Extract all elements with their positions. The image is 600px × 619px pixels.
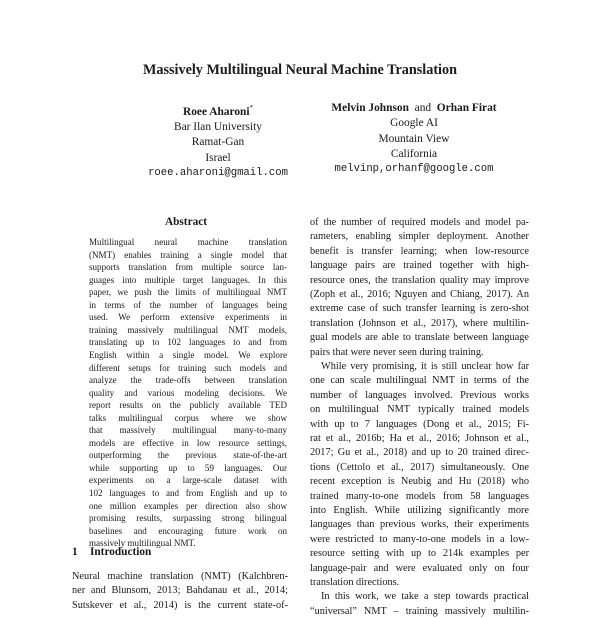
body-line: translation (Johnson et al., 2017), where multilin- (310, 317, 529, 329)
abstract-line: paper, we push the limits of multilingual NMT (89, 287, 287, 298)
affiliation-line: Google AI (390, 117, 438, 130)
affiliation-line: Ramat-Gan (191, 136, 245, 149)
abstract-line: outperforming the previous state-of-the-art (89, 450, 287, 461)
intro-line: Sutskever et al., 2014) is the current state-of- (72, 599, 288, 611)
abstract-line: guages into multiple target languages. In this (89, 274, 287, 285)
abstract-line: baselines and encouraging future work on (89, 525, 287, 536)
body-line: “universal” NMT – training massively multilin- (310, 605, 529, 617)
body-line: number of languages involved. Previous works (310, 389, 529, 401)
body-line: one can scale multilingual NMT in terms of the (310, 375, 529, 387)
author-email: roee.aharoni@gmail.com (148, 166, 288, 179)
abstract-line: talks multilingual corpus where we show (89, 412, 287, 423)
abstract-line: translating up to 102 languages to and from (89, 337, 287, 348)
body-line: resource setting with up to 214k examples per (310, 548, 529, 560)
body-line: tions (Cettolo et al., 2017) simultaneously. One (310, 461, 529, 473)
abstract-heading: Abstract (164, 216, 208, 228)
body-line: trained many-to-one models from 58 languages (310, 490, 529, 502)
body-line: with up to 7 languages (Dong et al., 2015; Fi- (310, 418, 529, 430)
body-line: translation directions. (310, 577, 400, 588)
body-line: were restricted to many-to-one models in a low- (310, 533, 529, 545)
abstract-line: experiments on a large-scale dataset with (89, 475, 287, 486)
body-line: of the number of required models and model pa- (310, 217, 529, 228)
author-name-johnson: Melvin Johnson (331, 102, 409, 114)
body-line: resource ones, the translation quality may improve (310, 274, 529, 286)
affiliation-line: Mountain View (378, 132, 450, 145)
intro-line: Neural machine translation (NMT) (Kalchbren- (72, 571, 288, 582)
body-line: language pairs are trained together with high- (310, 260, 529, 272)
abstract-line: models are effective in low resource settings, (89, 437, 287, 448)
body-line: on multilingual NMT typically trained models (310, 404, 529, 416)
abstract-line: Multilingual neural machine translation (89, 237, 287, 247)
author-conjunction: and (414, 102, 432, 114)
body-line: language-pair and were evaluated only on four (310, 562, 529, 574)
abstract-line: analyze the trade-offs between translation (89, 375, 287, 386)
abstract-line: that massively multilingual many-to-many (89, 425, 287, 436)
section-heading (72, 546, 151, 558)
abstract-line: massively multilingual NMT. (89, 538, 196, 549)
affiliation-line: Israel (205, 151, 231, 164)
body-line: (Zoph et al., 2016; Nguyen and Chiang, 2017). An (310, 289, 529, 300)
body-line: gual models are able to translate between language (310, 332, 529, 344)
paper-title: Massively Multilingual Neural Machine Translation (143, 62, 457, 78)
intro-line: ner and Blunsom, 2013; Bahdanau et al., 2014; (72, 585, 288, 597)
abstract-line: one million examples per direction also show (89, 500, 287, 511)
abstract-line: report results on the publicly available TED (89, 400, 287, 411)
abstract-line: training massively multilingual NMT models, (89, 324, 287, 335)
body-line: In this work, we take a step towards practical (321, 591, 529, 603)
abstract-line: used. We perform extensive experiments in (89, 312, 287, 323)
author-block-right (298, 101, 530, 177)
affiliation-line: California (390, 147, 438, 160)
body-line: languages than previous works, their experiments (310, 519, 529, 531)
abstract-line: different setups for training such models and (89, 362, 287, 373)
body-line: 2017; Gu et al., 2018) and up to 20 trained direc- (310, 447, 529, 459)
body-line: extreme case of such transfer learning is zero-shot (310, 303, 529, 315)
body-line: rat et al., 2016b; Ha et al., 2016; Johnson et al., (310, 433, 529, 444)
author-name-aharoni: Roee Aharoni (182, 105, 250, 118)
author-name-firat: Orhan Firat (436, 102, 497, 114)
abstract-line: in terms of the number of languages being (89, 299, 287, 310)
body-line: benefit is transfer learning; when low-resource (310, 245, 529, 257)
body-line: While very promising, it is still unclear how far (321, 361, 529, 372)
abstract-line: 102 languages to and from English and up to (89, 488, 287, 498)
abstract-line: promising results, surpassing strong bilingual (89, 513, 287, 524)
abstract-line: quality and various modeling decisions. We (89, 387, 287, 398)
abstract-line: (NMT) enables training a single model that (89, 249, 287, 260)
author-block-left (118, 101, 318, 181)
body-line: into English. While utilizing significantly more (310, 505, 529, 516)
abstract-line: English within a single model. We explore (89, 349, 287, 360)
author-email: melvinp,orhanf@google.com (334, 163, 494, 176)
abstract-line: while supporting up to 59 languages. Our (89, 462, 287, 473)
footnote-mark: * (249, 104, 254, 112)
section-number: 1 (72, 546, 78, 558)
body-line: recent exception is Neubig and Hu (2018) who (310, 476, 529, 488)
body-line: rameters, enabling simpler deployment. Another (310, 231, 529, 243)
section-title: Introduction (90, 546, 152, 558)
body-line: pairs that were never seen during training. (310, 346, 484, 358)
affiliation-line: Bar Ilan University (174, 121, 262, 134)
abstract-line: supports translation from multiple source lan- (89, 262, 287, 273)
